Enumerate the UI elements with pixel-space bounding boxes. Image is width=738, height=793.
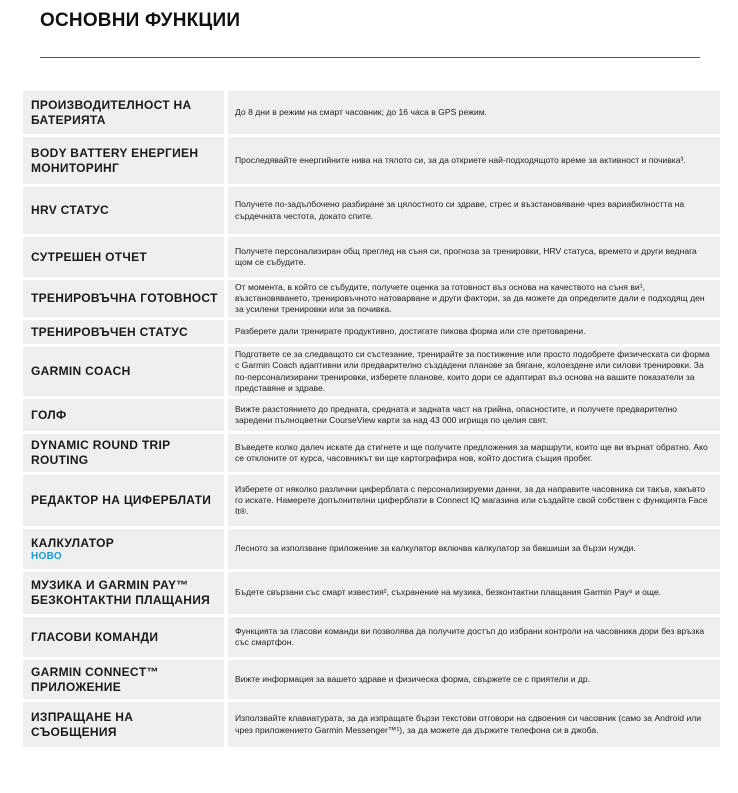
feature-description-cell <box>228 320 720 344</box>
feature-label: GARMIN CONNECT™ ПРИЛОЖЕНИЕ <box>31 664 159 694</box>
feature-row-calculator <box>23 529 720 569</box>
feature-description: Подгответе се за следващото си състезание, тренирайте за постижение или просто подобрете физическата си форма с Garmin Coach адаптивни или предварително създадени планове за бягане, колоездене или силови тренировки. За по-персонализирани тренировки, изберете планове, които дори се адаптират въз основа на вашите показатели за представяне и здраве. <box>235 348 710 393</box>
page-title: ОСНОВНИ ФУНКЦИИ <box>40 10 241 31</box>
feature-description: Получете по-задълбочено разбиране за цялостното си здраве, стрес и възстановяване чрез вариабилността на сърдечната честота, докато спите. <box>235 199 685 221</box>
feature-label-cell <box>23 347 224 396</box>
feature-row-voice-commands <box>23 617 720 657</box>
feature-row-battery <box>23 91 720 134</box>
feature-description: До 8 дни в режим на смарт часовник; до 16 часа в GPS режим. <box>235 106 487 117</box>
feature-description-cell <box>228 572 720 614</box>
feature-label: ТРЕНИРОВЪЧНА ГОТОВНОСТ <box>31 291 218 305</box>
feature-label-cell <box>23 660 224 699</box>
feature-description: Използвайте клавиатурата, за да изпращате бързи текстови отговори на сдвоения си часовник (само за Android или чрез приложението Garmin Messenger™¹), за да можете да държите телефона си в джоба. <box>235 713 702 735</box>
feature-description-cell <box>228 660 720 699</box>
feature-label: МУЗИКА И GARMIN PAY™ БЕЗКОНТАКТНИ ПЛАЩАНИЯ <box>31 578 211 607</box>
feature-label: ГЛАСОВИ КОМАНДИ <box>31 629 159 644</box>
feature-description-cell <box>228 347 720 396</box>
feature-description: Проследявайте енергийните нива на тялото си, за да откриете най-подходящото време за активност и почивка³. <box>235 154 686 165</box>
feature-description-cell <box>228 399 720 431</box>
title-divider <box>40 57 700 58</box>
feature-label: ТРЕНИРОВЪЧЕН СТАТУС <box>31 324 188 339</box>
feature-description: Бъдете свързани със смарт известия², съхранение на музика, безконтактни плащания Garmin Pay⁸ и още. <box>235 587 662 598</box>
feature-label-cell <box>23 137 224 184</box>
feature-label-cell <box>23 91 224 134</box>
feature-row-hrv <box>23 187 720 234</box>
feature-row-morning-report <box>23 237 720 277</box>
feature-row-watch-face-editor <box>23 475 720 526</box>
feature-label: ПРОИЗВОДИТЕЛНОСТ НА БАТЕРИЯТА <box>31 97 192 127</box>
feature-row-music-garmin-pay <box>23 572 720 614</box>
feature-description-cell <box>228 529 720 569</box>
features-table <box>23 91 720 750</box>
feature-description: Въведете колко далеч искате да стигнете и ще получите предложения за маршрути, които ще ви върнат обратно. Ако се отклоните от курса, часовникът ви ще картографира нов, който достига същия пробег. <box>235 441 708 463</box>
feature-label: HRV СТАТУС <box>31 203 109 217</box>
feature-description: Получете персонализиран общ преглед на съня си, прогноза за тренировки, HRV статуса, времето и други веднага щом се събудите. <box>235 245 697 267</box>
feature-description: Разберете дали тренирате продуктивно, достигате пикова форма или сте претоварени. <box>235 326 586 337</box>
feature-row-training-status <box>23 320 720 344</box>
feature-description-cell <box>228 91 720 134</box>
feature-row-body-battery <box>23 137 720 184</box>
feature-label: ИЗПРАЩАНЕ НА СЪОБЩЕНИЯ <box>31 709 134 739</box>
feature-description-cell <box>228 187 720 234</box>
feature-description-cell <box>228 434 720 472</box>
feature-label: GARMIN COACH <box>31 364 131 378</box>
feature-description-cell <box>228 237 720 277</box>
feature-label-cell <box>23 617 224 657</box>
feature-row-round-trip-routing <box>23 434 720 472</box>
feature-description: Лесното за използване приложение за калкулатор включва калкулатор за бакшиши за бързи нужди. <box>235 543 636 554</box>
feature-label: КАЛКУЛАТОР <box>31 535 115 550</box>
feature-label-cell <box>23 702 224 747</box>
feature-label: РЕДАКТОР НА ЦИФЕРБЛАТИ <box>31 493 212 507</box>
feature-row-messaging <box>23 702 720 747</box>
feature-label-cell <box>23 434 224 472</box>
feature-description-cell <box>228 475 720 526</box>
feature-label: ГОЛФ <box>31 407 67 422</box>
feature-label-cell <box>23 399 224 431</box>
feature-description: Функцията за гласови команди ви позволява да получите достъп до избрани контроли на часовника дори без връзка със смартфон. <box>235 625 705 647</box>
feature-description: Вижте информация за вашето здраве и физическа форма, свържете се с приятели и др. <box>235 673 591 684</box>
new-badge: НОВО <box>31 550 62 562</box>
feature-label: СУТРЕШЕН ОТЧЕТ <box>31 249 148 264</box>
feature-row-golf <box>23 399 720 431</box>
feature-label-cell <box>23 187 224 234</box>
feature-description-cell <box>228 617 720 657</box>
feature-label-cell <box>23 237 224 277</box>
feature-description: Изберете от няколко различни циферблата с персонализируеми данни, за да направите часовника си такъв, какъвто го искате. Намерете допълнителни циферблати в Connect IQ магазина или създайте свой собствен с функцията Face It®. <box>235 483 708 517</box>
feature-description: От момента, в който се събудите, получете оценка за готовност въз основа на качеството на съня ви¹, възстановяването, тренировъчното натоварване и други фактори, за да можете да определите дали е подходящ ден за усилени тренировки или за почивка. <box>235 281 705 315</box>
feature-label-cell <box>23 475 224 526</box>
feature-description-cell <box>228 702 720 747</box>
feature-label-cell <box>23 320 224 344</box>
feature-row-garmin-coach <box>23 347 720 396</box>
feature-description-cell <box>228 280 720 317</box>
feature-label: BODY BATTERY ЕНЕРГИЕН МОНИТОРИНГ <box>31 145 199 175</box>
feature-label: DYNAMIC ROUND TRIP ROUTING <box>31 438 171 467</box>
feature-row-garmin-connect <box>23 660 720 699</box>
feature-label-cell <box>23 280 224 317</box>
feature-description: Вижте разстоянието до предната, средната и задната част на грийна, опасностите, и получете предварително заредени пълноцветни CourseView карти за над 43 000 игрища по целия свят. <box>235 403 677 425</box>
feature-row-training-readiness <box>23 280 720 317</box>
feature-label-cell <box>23 529 224 569</box>
feature-label-cell <box>23 572 224 614</box>
feature-description-cell <box>228 137 720 184</box>
